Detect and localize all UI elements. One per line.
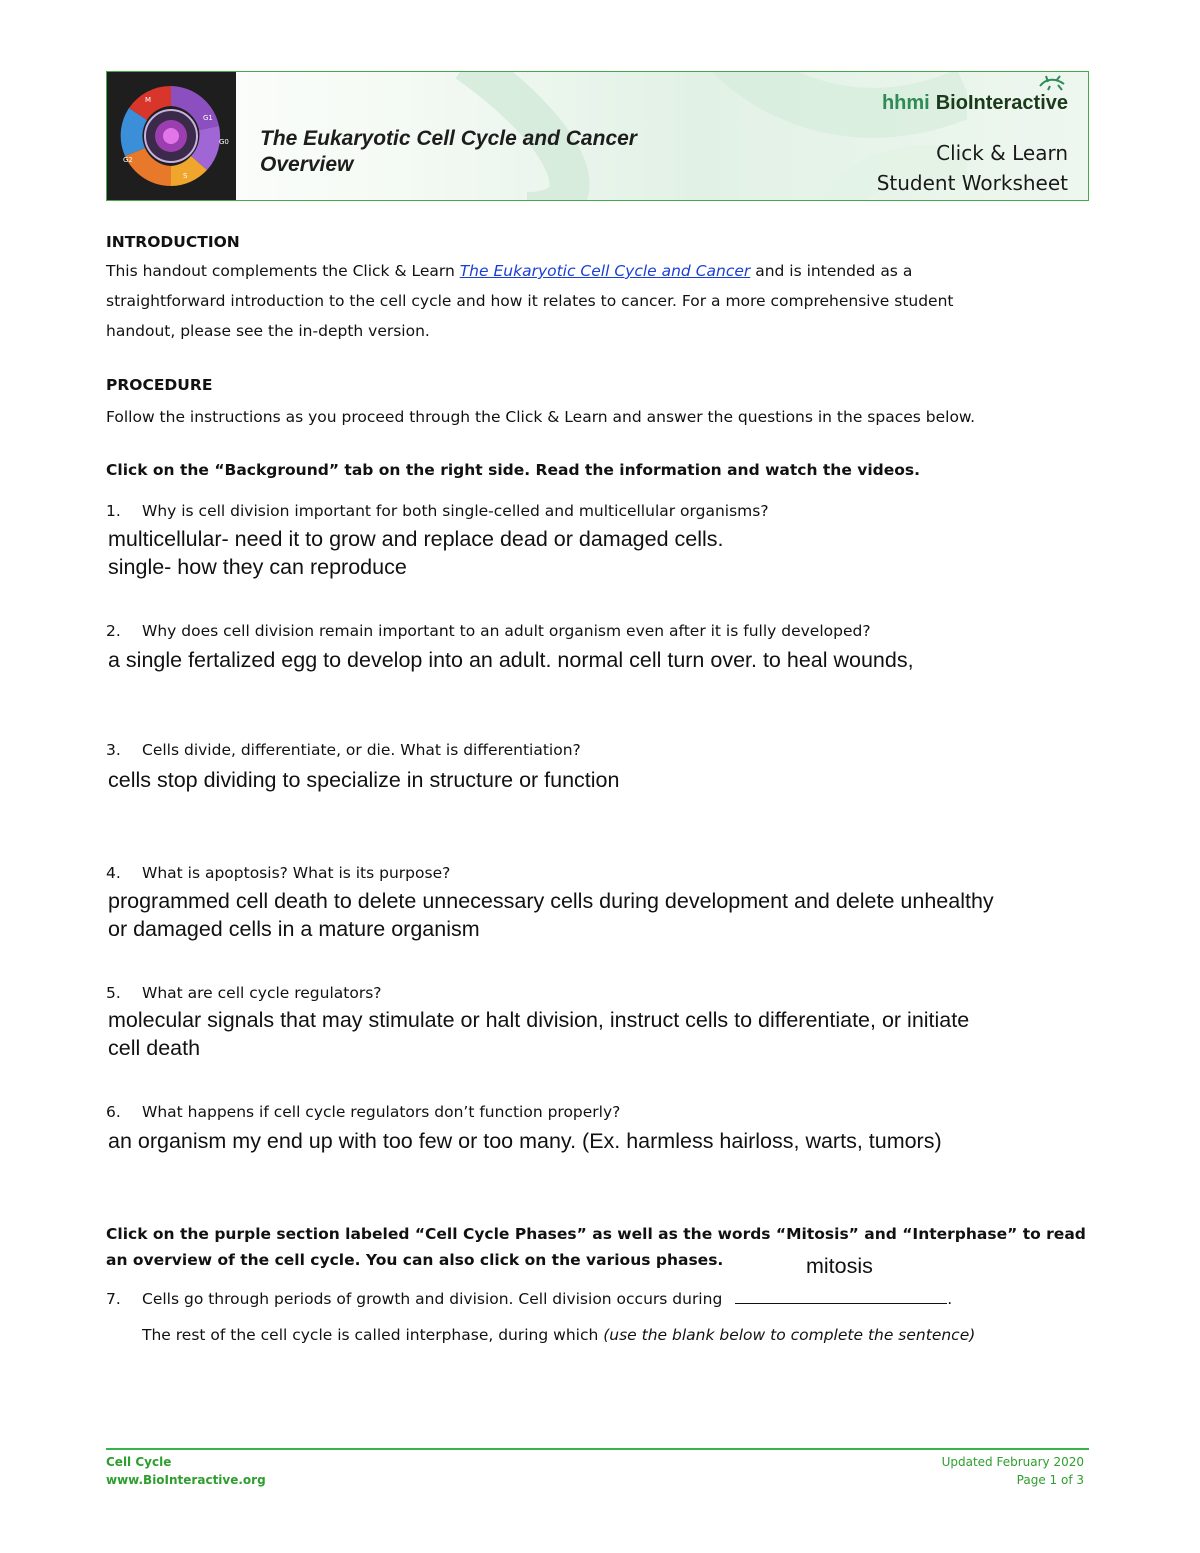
answer-7-blank-value[interactable]: mitosis xyxy=(806,1254,873,1278)
procedure-heading: PROCEDURE xyxy=(106,376,213,394)
banner-title-line2: Overview xyxy=(260,153,354,176)
question-number: 7. xyxy=(106,1290,121,1308)
question-number: 2. xyxy=(106,622,121,640)
logo-label-g2: G2 xyxy=(123,156,133,164)
footer-divider xyxy=(106,1448,1089,1450)
question-text: What is apoptosis? What is its purpose? xyxy=(142,864,451,882)
question-1 xyxy=(106,502,769,520)
header-banner xyxy=(106,71,1089,201)
footer-topic: Cell Cycle xyxy=(106,1455,172,1469)
answer-2-line1[interactable]: a single fertalized egg to develop into an adult. normal cell turn over. to heal wounds, xyxy=(108,648,914,672)
lizard-icon xyxy=(1038,74,1068,92)
question-text: Why does cell division remain important to an adult organism even after it is fully developed? xyxy=(142,622,871,640)
hhmi-biointeractive-logo xyxy=(882,92,1068,115)
introduction-line1 xyxy=(106,256,912,286)
logo-label-m: M xyxy=(145,96,152,104)
intro-text-before: This handout complements the Click & Learn xyxy=(106,262,460,280)
intro-text-after: and is intended as a xyxy=(750,262,913,280)
answer-1-line2[interactable]: single- how they can reproduce xyxy=(108,555,407,579)
followup-instruction: (use the blank below to complete the sentence) xyxy=(603,1326,976,1344)
logo-label-g1: G1 xyxy=(203,114,213,122)
blank-end: . xyxy=(947,1290,953,1308)
answer-1-line1[interactable]: multicellular- need it to grow and replace dead or damaged cells. xyxy=(108,527,724,551)
cell-cycle-diagram-icon xyxy=(107,72,236,200)
click-learn-link[interactable]: The Eukaryotic Cell Cycle and Cancer xyxy=(459,262,751,280)
answer-3-line1[interactable]: cells stop dividing to specialize in structure or function xyxy=(108,768,620,792)
question-text: Why is cell division important for both single-celled and multicellular organisms? xyxy=(142,502,769,520)
question-number: 5. xyxy=(106,984,121,1002)
answer-4-line2[interactable]: or damaged cells in a mature organism xyxy=(108,917,480,941)
question-number: 3. xyxy=(106,741,121,759)
question-2 xyxy=(106,622,871,640)
followup-text: The rest of the cell cycle is called interphase, during which xyxy=(142,1326,604,1344)
answer-6-line1[interactable]: an organism my end up with too few or too many. (Ex. harmless hairloss, warts, tumors) xyxy=(108,1129,942,1153)
banner-subtitle-line1: Click & Learn xyxy=(936,141,1068,165)
footer-website[interactable]: www.BioInteractive.org xyxy=(106,1473,266,1487)
banner-title: The Eukaryotic Cell Cycle and Cancer xyxy=(260,127,637,150)
brand-hhmi: hhmi xyxy=(881,92,930,114)
procedure-instruction-phases-line1: Click on the purple section labeled “Cell Cycle Phases” as well as the words “Mitosis” and “Interphase” to read xyxy=(106,1225,1086,1243)
question-5 xyxy=(106,984,382,1002)
question-text: What happens if cell cycle regulators don’t function properly? xyxy=(142,1103,621,1121)
question-3 xyxy=(106,741,581,759)
question-7-followup xyxy=(142,1326,975,1344)
answer-4-line1[interactable]: programmed cell death to delete unnecessary cells during development and delete unhealthy xyxy=(108,889,994,913)
brand-name: BioInteractive xyxy=(935,92,1068,114)
logo-label-s: S xyxy=(183,172,188,180)
banner-subtitle-line2: Student Worksheet xyxy=(876,171,1068,195)
footer-page-number: Page 1 of 3 xyxy=(1016,1473,1084,1487)
cell-cycle-logo xyxy=(107,72,236,200)
question-4 xyxy=(106,864,450,882)
question-number: 6. xyxy=(106,1103,121,1121)
introduction-heading: INTRODUCTION xyxy=(106,233,240,251)
question-6 xyxy=(106,1103,620,1121)
question-number: 4. xyxy=(106,864,121,882)
answer-5-line2[interactable]: cell death xyxy=(108,1036,201,1060)
answer-5-line1[interactable]: molecular signals that may stimulate or halt division, instruct cells to differentiate, or initiate xyxy=(108,1008,970,1032)
answer-7-blank-line[interactable] xyxy=(735,1289,947,1304)
question-7 xyxy=(106,1289,952,1308)
footer-updated: Updated February 2020 xyxy=(941,1455,1084,1469)
question-text: Cells go through periods of growth and division. Cell division occurs during xyxy=(142,1290,723,1308)
question-number: 1. xyxy=(106,502,121,520)
introduction-line2: straightforward introduction to the cell cycle and how it relates to cancer. For a more comprehensive student xyxy=(106,292,954,310)
introduction-line3: handout, please see the in-depth version. xyxy=(106,322,430,340)
question-text: Cells divide, differentiate, or die. What is differentiation? xyxy=(142,741,581,759)
procedure-instruction-phases-line2: an overview of the cell cycle. You can also click on the various phases. xyxy=(106,1251,724,1269)
question-text: What are cell cycle regulators? xyxy=(142,984,382,1002)
procedure-text: Follow the instructions as you proceed through the Click & Learn and answer the questions in the spaces below. xyxy=(106,408,976,426)
procedure-instruction-background: Click on the “Background” tab on the right side. Read the information and watch the videos. xyxy=(106,461,921,479)
logo-label-g0: G0 xyxy=(219,138,229,146)
